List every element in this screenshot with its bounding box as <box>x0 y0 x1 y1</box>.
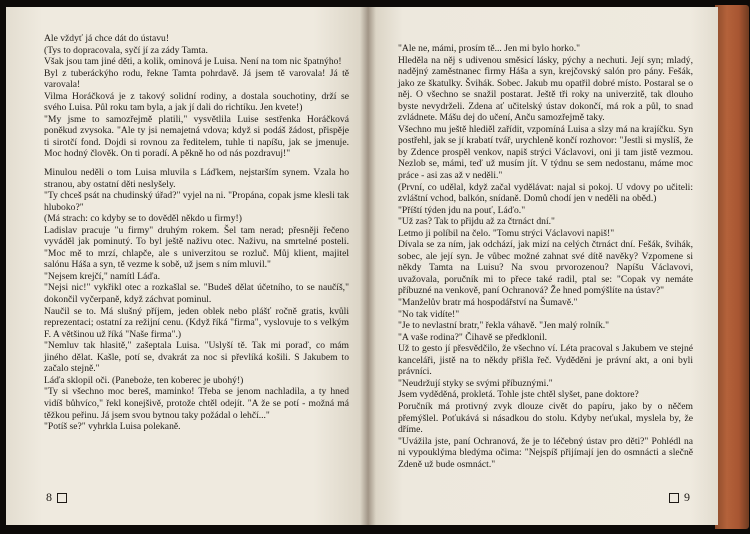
paragraph: Letmo ji políbil na čelo. "Tomu strýci Václavovi napiš!" <box>398 227 615 239</box>
paragraph: (Tys to dopracovala, syčí jí za zády Tamta. <box>44 44 208 56</box>
paragraph: (Má strach: co kdyby se to dověděl někdo u firmy!) <box>44 213 242 225</box>
paragraph: Všechno mu ještě hlediěl zařídit, vzpomíná Luisa a slzy má na krajíčku. Syn postřehl, jak se jí krabatí tvář, urychleně končí rozhovor: "Jestli si myslíš, že by Zdence prospěl venkov, napiš strýci Václavovi, oni ji tam jistě vezmou. Nezlob se, mámi, teď už musím jít. V týdnu se sem nedostanu, máme moc práce - asi zas až v neděli." <box>398 123 693 182</box>
paragraph: "A vaše rodina?" Čihavě se předklonil. <box>398 331 548 343</box>
paragraph: Ale vždyť já chce dát do ústavu! <box>44 33 170 44</box>
paragraph: "Manželův bratr má hospodářství na Šumavě." <box>398 297 578 309</box>
paragraph: Jsem vyděděná, prokletá. Tohle jste chtěl slyšet, pane doktore? <box>398 389 639 401</box>
page-number: 8 <box>46 490 52 504</box>
paragraph: "Nejsi nic!" vykřikl otec a rozkašlal se. "Budeš dělat účetního, to se naučíš," dokončil vyčerpaně, když záchvat pominul. <box>44 282 349 306</box>
paragraph: Vilma Horáčková je z takový solidní rodiny, a dostala souchotiny, drží se svého Luisa. Půl roku tam byla, a jak jí dali do richtíku. Jen kvete!) <box>44 90 349 114</box>
paragraph: "My jsme to samozřejmě platili," vysvětlila Luise sestřenka Horáčková poněkud zvysoka. "Ale ty jsi nemajetná vdova; když si podáš žádost, přispěje ti sirotčí fond. Dojdi si rovnou za ředitelem, tuhle ti napíšu, jak se jmenuje. Moc hodný člověk. On ti poradí. A pěkně ho od nás pozdravuj!" <box>44 113 349 160</box>
left-page-text <box>44 33 349 433</box>
book-cover-edge <box>715 5 749 529</box>
square-ornament-icon <box>57 493 67 503</box>
paragraph: "Ty si všechno moc bereš, maminko! Třeba se jenom nachladila, a ty hned vidíš bůhvíco," řekl konejšivě, protože chtěl odejít. "A že se potí - možná má těžkou peřinu. Já jsem svou bytnou taky požádal o lehčí..." <box>44 386 349 421</box>
paragraph: Však jsou tam jiné děti, a kolik, ominová je Luisa. Není na tom nic špatnýho! <box>44 56 342 68</box>
right-page <box>368 7 718 525</box>
paragraph: "Příští týden jdu na pouť, Láďo." <box>398 204 526 216</box>
paragraph: "Nejsem krejčí," namítl Láďa. <box>44 270 161 282</box>
book-gutter <box>360 7 376 525</box>
paragraph: "Neudržují styky se svými příbuznými." <box>398 377 553 389</box>
paragraph: Už to gesto jí přesvědčilo, že všechno ví. Léta pracoval s Jakubem ve stejné kanceláři, jistě na to někdy přišla řeč. Vyděděni je právní akt, a oni byli právníci. <box>398 343 693 378</box>
square-ornament-icon <box>669 493 679 503</box>
paragraph: Dívala se za ním, jak odchází, jak mizí na celých čtrnáct dní. Fešák, švihák, sobec, ale její syn. Je vůbec možné zahnat své dítě navěky? Vzpomene si někdy Tamta na Luisu? Na svou prvorozenou? Napíšu Václavovi, uvažovala, poručník mi to přece také radil, ptal se: "Copak vy nemáte příbuzné na venkově, paní Ochranová? Že hned pomýšlíte na ústav?" <box>398 239 693 297</box>
book-spread <box>3 3 747 531</box>
paragraph: Minulou neděli o tom Luisa mluvila s Láďkem, nejstarším synem. Vzala ho stranou, aby ostatní děti neslyšely. <box>44 167 349 190</box>
left-page-folio <box>46 490 67 505</box>
paragraph: "Potíš se?" vyhrkla Luisa polekaně. <box>44 421 181 433</box>
paragraph: (První, co udělal, když začal vydělávat: najal si pokoj. U vdovy po učiteli: zvláštní vchod, balkón, snídaně. Domů chodí jen v neděli na oběd.) <box>398 181 693 205</box>
right-page-text <box>398 43 693 470</box>
section-break <box>44 160 349 167</box>
paragraph: "Ale ne, mámi, prosím tě... Jen mi bylo horko." <box>398 43 581 54</box>
paragraph: "Nemluv tak hlasitě," zašeptala Luisa. "Uslyší tě. Tak mi poraď, co mám jiného dělat. Kašle, potí se, dvakrát za noc si převlíká košili. S Jakubem to začalo stejně." <box>44 340 349 375</box>
left-page <box>6 7 368 525</box>
right-page-folio <box>669 490 690 505</box>
paragraph: "Už zas? Tak to přijdu až za čtrnáct dní." <box>398 216 555 228</box>
paragraph: Láďa sklopil oči. (Paneboże, ten koberec je ubohý!) <box>44 374 244 386</box>
paragraph: "Je to nevlastní bratr," řekla váhavě. "Jen malý rolník." <box>398 320 610 332</box>
paragraph: Ladislav pracuje "u firmy" druhým rokem. Šel tam nerad; přesněji řečeno vyváděl jak pominutý. To byl ještě naživu otec. Naživu, na smrtelné posteli. "Moc mě to mrzí, chlapče, ale s univerzitou se rozluč. Můj klient, majitel salónu Háša a syn, tě vezme k sobě, už jsem s ním mluvil." <box>44 224 349 271</box>
paragraph: "No tak vidíte!" <box>398 308 460 320</box>
paragraph: Hleděla na něj s udivenou směsicí lásky, pýchy a nechuti. Její syn; mladý, nadějný zaměstnanec firmy Háša a syn, krejčovský salón pro pány. Fešák, jako ze škatulky. Švihák. Sobec. Jakub mu opatřil dobré místo. Postaral se o něj. O všechno se snažil postarat. Ještě tři roky na univerzitě, tak dlouho byste nevydrželi. Zdena ať učitelský ústav dokončí, má rok a půl, to snad zvládnete. Mášu dej do učení, Anču samozřejmě taky. <box>398 54 693 124</box>
paragraph: Byl z tuberáckýho rodu, řekne Tamta pohrdavě. Já jsem tě varovala! Já tě varovala! <box>44 67 349 91</box>
paragraph: Poručník má protivný zvyk dlouze civět do papíru, jako by o něčem přemýšlel. Poťukává si násadkou do stolu. Kdyby neťukal, myslela by, že dříme. <box>398 400 693 436</box>
paragraph: "Ty chceš psát na chudinský úřad?" vyjel na ni. "Propána, copak jsme klesli tak hluboko?" <box>44 190 349 213</box>
paragraph: Naučil se to. Má slušný příjem, jeden oblek nebo plášť ročně gratis, kvůli reprezentaci; ostatní za režijní cenu. (Když říká "firma", vyslovuje to s velkým F. A většinou už říká "Naše firma".) <box>44 305 349 340</box>
paragraph: "Uvážila jste, paní Ochranová, že je to léčebný ústav pro děti?" Pohlédl na ni vypouklýma bledýma očima: "Nejspíš přijímají jen do osmnácti a slečně Zdeně už bude osmnáct." <box>398 435 693 470</box>
page-number: 9 <box>684 490 690 504</box>
